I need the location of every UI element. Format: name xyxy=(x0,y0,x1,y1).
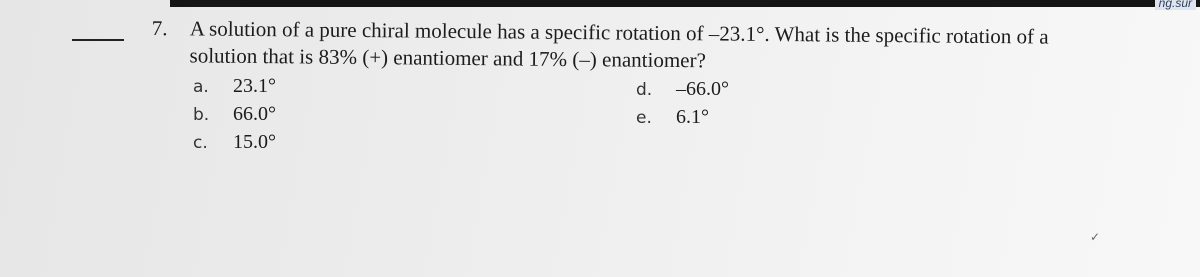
question-number: 7. xyxy=(151,15,168,41)
question-line-2: solution that is 83% (+) enantiomer and 17% (–) enantiomer? xyxy=(189,43,707,73)
screen-top-edge xyxy=(170,0,1200,10)
choice-d-value: –66.0° xyxy=(676,78,729,100)
choice-d[interactable] xyxy=(636,78,729,101)
choice-b[interactable] xyxy=(193,103,276,126)
choice-a-letter: a. xyxy=(193,77,209,97)
pen-mark: ✓ xyxy=(1090,230,1101,244)
choice-d-letter: d. xyxy=(636,80,653,100)
choice-e[interactable] xyxy=(636,106,709,129)
choice-e-value: 6.1° xyxy=(676,106,709,128)
choice-c-value: 15.0° xyxy=(233,131,276,153)
choice-c-letter: c. xyxy=(193,133,208,153)
choice-c[interactable] xyxy=(193,131,276,154)
answer-blank-line xyxy=(72,39,124,41)
choice-b-letter: b. xyxy=(193,105,210,125)
choice-a-value: 23.1° xyxy=(233,75,276,97)
choice-a[interactable] xyxy=(193,75,276,98)
choice-b-value: 66.0° xyxy=(233,103,276,125)
question-text xyxy=(189,15,1129,78)
top-right-url-fragment: ng.sur xyxy=(1155,0,1196,10)
choice-e-letter: e. xyxy=(636,108,652,128)
question-line-1: A solution of a pure chiral molecule has a specific rotation of –23.1°. What is the specific rotation of a xyxy=(189,16,1049,49)
